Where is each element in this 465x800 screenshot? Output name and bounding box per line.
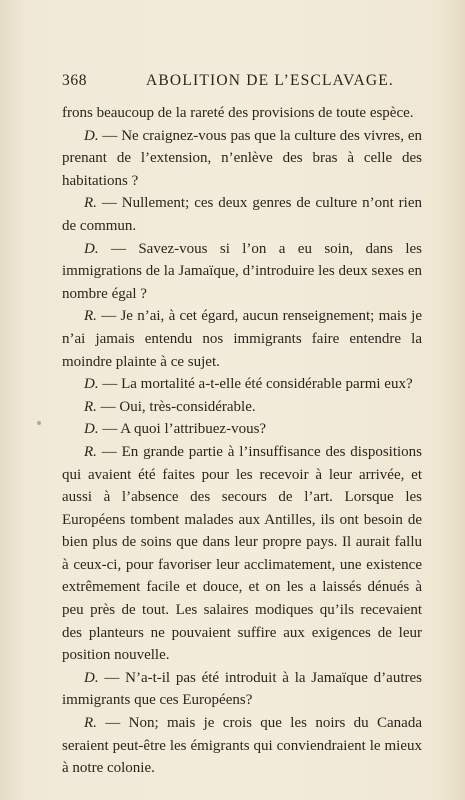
speaker-label: R. — [84, 443, 97, 460]
answer-paragraph — [62, 712, 422, 780]
paragraph-text: — Je n’ai, à cet égard, aucun renseignement; mais je n’ai jamais entendu nos immigrants faire entendre la moindre plainte à ce sujet. — [62, 308, 422, 370]
page-header — [62, 72, 422, 96]
paragraph-text: — Ne craignez-vous pas que la culture des vivres, en prenant de l’extension, n’enlève des bras à celle des habitations ? — [62, 127, 422, 189]
paragraph-text: — Non; mais je crois que les noirs du Canada seraient peut-être les émigrants qui conviendraient le mieux à notre colonie. — [62, 715, 422, 777]
paragraph-text: frons beaucoup de la rareté des provisions de toute espèce. — [62, 105, 414, 121]
ink-spot — [37, 421, 41, 425]
paragraph-text: — En grande partie à l’insuffisance des dispositions qui avaient été faites pour les recevoir à leur arrivée, et aussi à l’absence des secours de l’art. Lorsque les Européens tombent malades aux Antilles, ils ont besoin de bien plus de soins que dans leur propre pays. Il aurait fallu à ceux-ci, pour favoriser leur acclimatement, une existence extrêmement facile et douce, et on les a laissés dénués à peu près de tout. Les salaires modiques qu’ils recevaient des planteurs ne pouvaient suffire aux exigences de leur position nouvelle. — [62, 443, 422, 664]
answer-paragraph — [62, 192, 422, 237]
speaker-label: D. — [84, 376, 99, 393]
question-paragraph — [62, 238, 422, 306]
paragraph-text: — Nullement; ces deux genres de culture n’ont rien de commun. — [62, 195, 422, 234]
speaker-label: D. — [84, 240, 99, 257]
speaker-label: R. — [84, 195, 97, 212]
answer-paragraph — [62, 441, 422, 667]
running-title: ABOLITION DE L’ESCLAVAGE. — [146, 72, 395, 89]
answer-paragraph — [62, 396, 422, 419]
speaker-label: D. — [84, 669, 99, 686]
question-paragraph — [62, 418, 422, 441]
speaker-label: R. — [84, 398, 97, 415]
paragraph-continuation — [62, 102, 422, 125]
paragraph-text: — Savez-vous si l’on a eu soin, dans les immigrations de la Jamaïque, d’introduire les deux sexes en nombre égal ? — [62, 240, 422, 302]
speaker-label: R. — [84, 715, 97, 732]
speaker-label: D. — [84, 127, 99, 144]
speaker-label: R. — [84, 308, 97, 325]
paragraph-text: — N’a-t-il pas été introduit à la Jamaïque d’autres immigrants que ces Européens? — [62, 669, 422, 709]
answer-paragraph — [62, 305, 422, 373]
page-number: 368 — [62, 72, 88, 89]
question-paragraph — [62, 373, 422, 396]
paragraph-text: — A quoi l’attribuez-vous? — [98, 421, 267, 438]
paragraph-text: — La mortalité a-t-elle été considérable parmi eux? — [98, 376, 413, 393]
question-paragraph — [62, 667, 422, 712]
paragraph-text: — Oui, très-considérable. — [96, 398, 256, 415]
speaker-label: D. — [84, 421, 99, 438]
body-text — [62, 102, 422, 780]
question-paragraph — [62, 125, 422, 193]
